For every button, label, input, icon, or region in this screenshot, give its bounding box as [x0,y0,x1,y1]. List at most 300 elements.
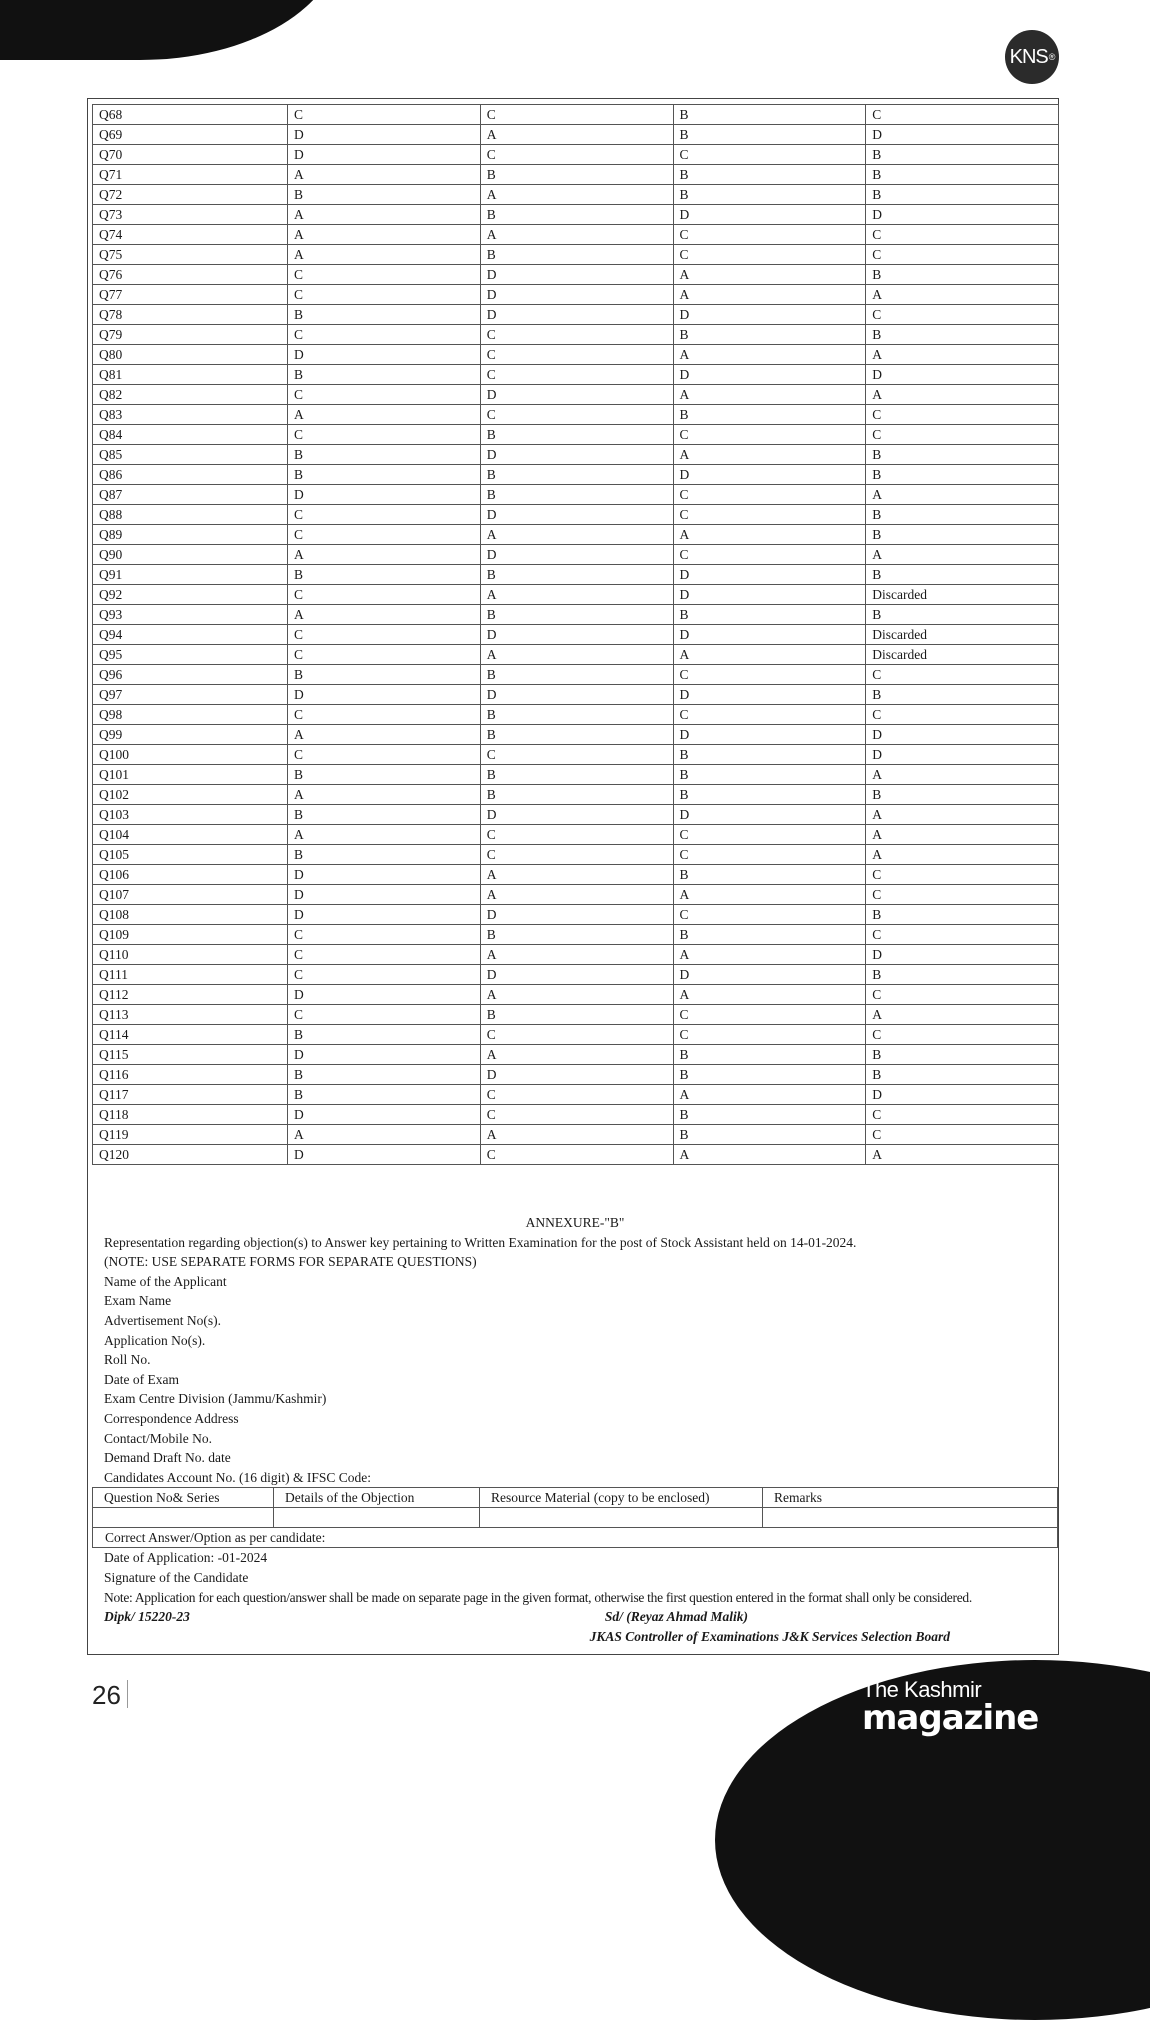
answer-cell: A [480,1125,673,1145]
answer-cell: A [866,285,1059,305]
table-row [93,265,1059,285]
answer-cell: A [480,1045,673,1065]
table-row [93,765,1059,785]
question-number-cell: Q85 [93,445,288,465]
answer-cell: A [673,445,866,465]
table-row [93,1005,1059,1025]
answer-cell: B [480,1005,673,1025]
answer-cell: B [866,465,1059,485]
field-demand-draft: Demand Draft No. date [104,1450,231,1466]
table-row [93,245,1059,265]
question-number-cell: Q73 [93,205,288,225]
answer-cell: B [866,325,1059,345]
question-number-cell: Q90 [93,545,288,565]
answer-cell: A [866,1005,1059,1025]
table-row [93,525,1059,545]
answer-cell: D [673,205,866,225]
answer-cell: B [288,365,481,385]
answer-cell: D [480,505,673,525]
answer-cell: C [288,625,481,645]
answer-cell: C [673,1005,866,1025]
question-number-cell: Q79 [93,325,288,345]
question-number-cell: Q82 [93,385,288,405]
table-row [93,825,1059,845]
answer-cell: B [673,125,866,145]
answer-cell: Discarded [866,585,1059,605]
table-row [93,185,1059,205]
answer-cell: B [480,705,673,725]
answer-cell: D [480,685,673,705]
answer-cell: B [673,925,866,945]
answer-cell: B [288,1065,481,1085]
answer-cell: B [480,485,673,505]
answer-cell: C [288,425,481,445]
answer-cell: B [866,445,1059,465]
question-number-cell: Q117 [93,1085,288,1105]
table-row [93,365,1059,385]
answer-cell: A [673,885,866,905]
answer-cell: C [288,745,481,765]
table-row [93,485,1059,505]
field-application-no: Application No(s). [104,1332,206,1348]
table-row [93,785,1059,805]
table-row [93,625,1059,645]
answer-cell: B [673,765,866,785]
field-account-no: Candidates Account No. (16 digit) & IFSC Code: [104,1469,371,1485]
answer-cell: A [673,345,866,365]
answer-cell: C [480,405,673,425]
answer-cell: C [866,1105,1059,1125]
answer-cell: C [673,825,866,845]
answer-cell: B [673,1125,866,1145]
answer-cell: C [673,225,866,245]
answer-cell: B [288,305,481,325]
question-number-cell: Q103 [93,805,288,825]
question-number-cell: Q71 [93,165,288,185]
answer-cell: C [288,585,481,605]
answer-cell: B [866,1045,1059,1065]
answer-cell: C [866,225,1059,245]
answer-cell: B [673,405,866,425]
date-of-application: Date of Application: -01-2024 [104,1550,268,1566]
signed-by: Sd/ (Reyaz Ahmad Malik) [604,1609,748,1625]
answer-cell: A [673,1145,866,1165]
question-number-cell: Q111 [93,965,288,985]
answer-cell: C [673,705,866,725]
question-number-cell: Q74 [93,225,288,245]
answer-cell: A [866,765,1059,785]
answer-cell: B [288,845,481,865]
answer-cell: D [288,865,481,885]
answer-cell: C [288,965,481,985]
answer-cell: C [288,385,481,405]
answer-cell: B [480,665,673,685]
answer-cell: C [866,1125,1059,1145]
answer-cell: C [673,485,866,505]
designation: JKAS Controller of Examinations J&K Services Selection Board [589,1628,950,1644]
answer-cell: D [480,805,673,825]
blank-cell [274,1508,480,1528]
page-number-text: 26 [92,1680,121,1710]
answer-cell: D [673,805,866,825]
answer-cell: B [480,165,673,185]
field-correspondence-address: Correspondence Address [104,1410,239,1426]
answer-cell: D [480,385,673,405]
correct-answer-row: Correct Answer/Option as per candidate: [92,1528,1058,1548]
question-number-cell: Q104 [93,825,288,845]
answer-cell: C [866,105,1059,125]
question-number-cell: Q75 [93,245,288,265]
answer-cell: A [480,645,673,665]
answer-cell: D [288,485,481,505]
question-number-cell: Q116 [93,1065,288,1085]
table-row [93,1085,1059,1105]
field-exam-name: Exam Name [104,1293,172,1309]
answer-cell: D [866,725,1059,745]
answer-cell: D [866,125,1059,145]
question-number-cell: Q69 [93,125,288,145]
answer-cell: C [480,365,673,385]
answer-cell: C [288,325,481,345]
question-number-cell: Q84 [93,425,288,445]
answer-cell: D [480,265,673,285]
question-number-cell: Q97 [93,685,288,705]
answer-cell: C [288,945,481,965]
answer-cell: A [673,985,866,1005]
answer-cell: C [480,105,673,125]
answer-cell: Discarded [866,625,1059,645]
question-number-cell: Q108 [93,905,288,925]
annexure-section [92,1213,1058,1646]
answer-cell: C [673,145,866,165]
answer-cell: B [673,745,866,765]
table-row [93,705,1059,725]
answer-cell: A [480,125,673,145]
answer-cell: C [866,925,1059,945]
answer-cell: B [866,965,1059,985]
answer-cell: C [673,905,866,925]
answer-cell: D [673,565,866,585]
answer-cell: B [288,185,481,205]
table-row [93,465,1059,485]
table-row [93,305,1059,325]
kns-logo: KNS ® [1005,30,1059,84]
answer-cell: Discarded [866,645,1059,665]
table-row [93,645,1059,665]
answer-cell: D [480,965,673,985]
answer-cell: B [866,525,1059,545]
answer-cell: B [673,1065,866,1085]
question-number-cell: Q80 [93,345,288,365]
answer-cell: B [480,785,673,805]
answer-cell: B [673,1105,866,1125]
answer-cell: B [480,725,673,745]
answer-cell: D [480,905,673,925]
question-number-cell: Q92 [93,585,288,605]
table-row [93,1025,1059,1045]
corner-decoration-top-left [0,0,340,60]
kns-logo-text: KNS [1009,45,1048,68]
page-number [92,1680,128,1711]
answer-cell: A [288,785,481,805]
table-row [93,565,1059,585]
answer-cell: D [288,345,481,365]
field-date-of-exam: Date of Exam [104,1371,179,1387]
answer-cell: B [673,605,866,625]
objection-table [92,1487,1058,1528]
question-number-cell: Q114 [93,1025,288,1045]
answer-cell: A [288,245,481,265]
answer-key-table [92,104,1059,1165]
answer-cell: C [480,1085,673,1105]
question-number-cell: Q86 [93,465,288,485]
answer-cell: B [866,265,1059,285]
answer-cell: B [480,465,673,485]
question-number-cell: Q76 [93,265,288,285]
table-row [93,885,1059,905]
answer-cell: C [480,145,673,165]
question-number-cell: Q105 [93,845,288,865]
answer-cell: A [288,405,481,425]
answer-cell: B [673,325,866,345]
answer-cell: C [866,985,1059,1005]
question-number-cell: Q106 [93,865,288,885]
brand-line-2: magazine [862,1698,1039,1738]
answer-cell: A [866,845,1059,865]
answer-cell: D [288,145,481,165]
answer-cell: C [288,705,481,725]
table-row [93,1125,1059,1145]
answer-cell: A [673,525,866,545]
answer-cell: D [866,745,1059,765]
answer-key-body [93,105,1059,1165]
answer-cell: D [288,985,481,1005]
table-row [93,605,1059,625]
answer-cell: C [480,845,673,865]
answer-cell: D [288,685,481,705]
question-number-cell: Q89 [93,525,288,545]
answer-cell: D [866,365,1059,385]
answer-cell: D [480,545,673,565]
answer-cell: A [673,645,866,665]
separate-forms-note: (NOTE: USE SEPARATE FORMS FOR SEPARATE QUESTIONS) [104,1254,477,1270]
table-row [93,205,1059,225]
answer-cell: B [673,785,866,805]
question-number-cell: Q115 [93,1045,288,1065]
answer-cell: D [673,965,866,985]
answer-cell: A [288,825,481,845]
answer-cell: D [673,365,866,385]
answer-cell: A [673,945,866,965]
question-number-cell: Q113 [93,1005,288,1025]
answer-cell: D [480,445,673,465]
answer-cell: B [288,445,481,465]
answer-cell: C [866,885,1059,905]
application-note: Note: Application for each question/answer shall be made on separate page in the given format, otherwise the first question entered in the format shall only be considered. [104,1589,972,1605]
answer-cell: A [480,525,673,545]
answer-cell: A [866,825,1059,845]
question-number-cell: Q95 [93,645,288,665]
field-advertisement-no: Advertisement No(s). [104,1312,221,1328]
table-row [93,585,1059,605]
answer-cell: A [480,985,673,1005]
table-row [93,905,1059,925]
answer-cell: B [288,665,481,685]
answer-cell: C [866,425,1059,445]
answer-cell: B [288,765,481,785]
answer-cell: C [288,525,481,545]
header-question-no: Question No& Series [93,1488,274,1508]
question-number-cell: Q72 [93,185,288,205]
question-number-cell: Q68 [93,105,288,125]
answer-cell: A [480,945,673,965]
answer-cell: C [866,865,1059,885]
answer-cell: D [480,625,673,645]
answer-cell: A [866,1145,1059,1165]
question-number-cell: Q101 [93,765,288,785]
answer-cell: C [288,1005,481,1025]
answer-cell: C [866,705,1059,725]
answer-cell: C [288,265,481,285]
answer-cell: A [288,1125,481,1145]
question-number-cell: Q91 [93,565,288,585]
table-row [93,925,1059,945]
question-number-cell: Q88 [93,505,288,525]
table-row [93,665,1059,685]
answer-cell: C [480,1145,673,1165]
answer-cell: D [288,1045,481,1065]
question-number-cell: Q78 [93,305,288,325]
answer-cell: B [673,865,866,885]
question-number-cell: Q100 [93,745,288,765]
answer-cell: A [866,545,1059,565]
answer-cell: C [866,305,1059,325]
answer-cell: C [866,245,1059,265]
answer-cell: C [673,845,866,865]
answer-cell: A [480,585,673,605]
table-row [93,1065,1059,1085]
question-number-cell: Q112 [93,985,288,1005]
answer-cell: D [673,685,866,705]
answer-cell: C [480,745,673,765]
question-number-cell: Q96 [93,665,288,685]
answer-cell: C [288,645,481,665]
question-number-cell: Q107 [93,885,288,905]
answer-cell: D [288,905,481,925]
answer-cell: B [480,605,673,625]
answer-cell: D [480,285,673,305]
question-number-cell: Q102 [93,785,288,805]
answer-cell: A [480,185,673,205]
answer-cell: D [288,1105,481,1125]
answer-cell: C [673,545,866,565]
field-exam-centre: Exam Centre Division (Jammu/Kashmir) [104,1391,327,1407]
answer-cell: B [866,685,1059,705]
annexure-title: ANNEXURE-"B" [525,1215,625,1230]
answer-cell: D [673,465,866,485]
answer-cell: B [866,905,1059,925]
answer-cell: C [480,1025,673,1045]
answer-cell: A [288,165,481,185]
blank-cell [480,1508,763,1528]
table-row [93,1145,1059,1165]
table-row [93,805,1059,825]
table-row [93,285,1059,305]
answer-cell: B [866,1065,1059,1085]
table-row [93,225,1059,245]
answer-cell: A [288,225,481,245]
table-row [93,325,1059,345]
question-number-cell: Q98 [93,705,288,725]
answer-cell: D [673,625,866,645]
table-row [93,445,1059,465]
table-row [93,1105,1059,1125]
answer-cell: B [480,765,673,785]
answer-cell: B [866,565,1059,585]
answer-cell: B [480,205,673,225]
table-row [93,105,1059,125]
table-row [93,545,1059,565]
brand-line-1: The Kashmir [862,1677,982,1702]
answer-cell: B [288,1085,481,1105]
table-row [93,725,1059,745]
answer-cell: B [673,165,866,185]
answer-cell: D [480,305,673,325]
answer-cell: D [866,1085,1059,1105]
answer-cell: A [866,345,1059,365]
answer-cell: A [673,385,866,405]
question-number-cell: Q118 [93,1105,288,1125]
answer-cell: A [673,285,866,305]
answer-cell: B [288,805,481,825]
answer-cell: C [673,245,866,265]
representation-text: Representation regarding objection(s) to Answer key pertaining to Written Examination for the post of Stock Assistant held on 14-01-2024. [104,1234,857,1250]
question-number-cell: Q110 [93,945,288,965]
answer-cell: C [673,425,866,445]
question-number-cell: Q77 [93,285,288,305]
answer-cell: D [288,125,481,145]
answer-cell: A [480,865,673,885]
answer-cell: A [480,885,673,905]
table-row [93,845,1059,865]
field-applicant-name: Name of the Applicant [104,1273,227,1289]
table-row [93,385,1059,405]
blank-cell [763,1508,1058,1528]
answer-cell: B [480,565,673,585]
question-number-cell: Q87 [93,485,288,505]
answer-cell: B [673,185,866,205]
answer-cell: B [673,1045,866,1065]
answer-cell: B [480,425,673,445]
answer-cell: A [866,805,1059,825]
header-remarks: Remarks [763,1488,1058,1508]
answer-cell: B [866,165,1059,185]
question-number-cell: Q93 [93,605,288,625]
answer-cell: C [480,325,673,345]
answer-cell: A [673,1085,866,1105]
answer-cell: B [866,145,1059,165]
answer-cell: B [288,1025,481,1045]
answer-cell: C [673,1025,866,1045]
answer-cell: A [866,385,1059,405]
answer-cell: C [480,345,673,365]
answer-cell: C [866,665,1059,685]
header-details: Details of the Objection [274,1488,480,1508]
question-number-cell: Q119 [93,1125,288,1145]
table-row [93,165,1059,185]
answer-cell: D [673,725,866,745]
answer-cell: C [288,505,481,525]
